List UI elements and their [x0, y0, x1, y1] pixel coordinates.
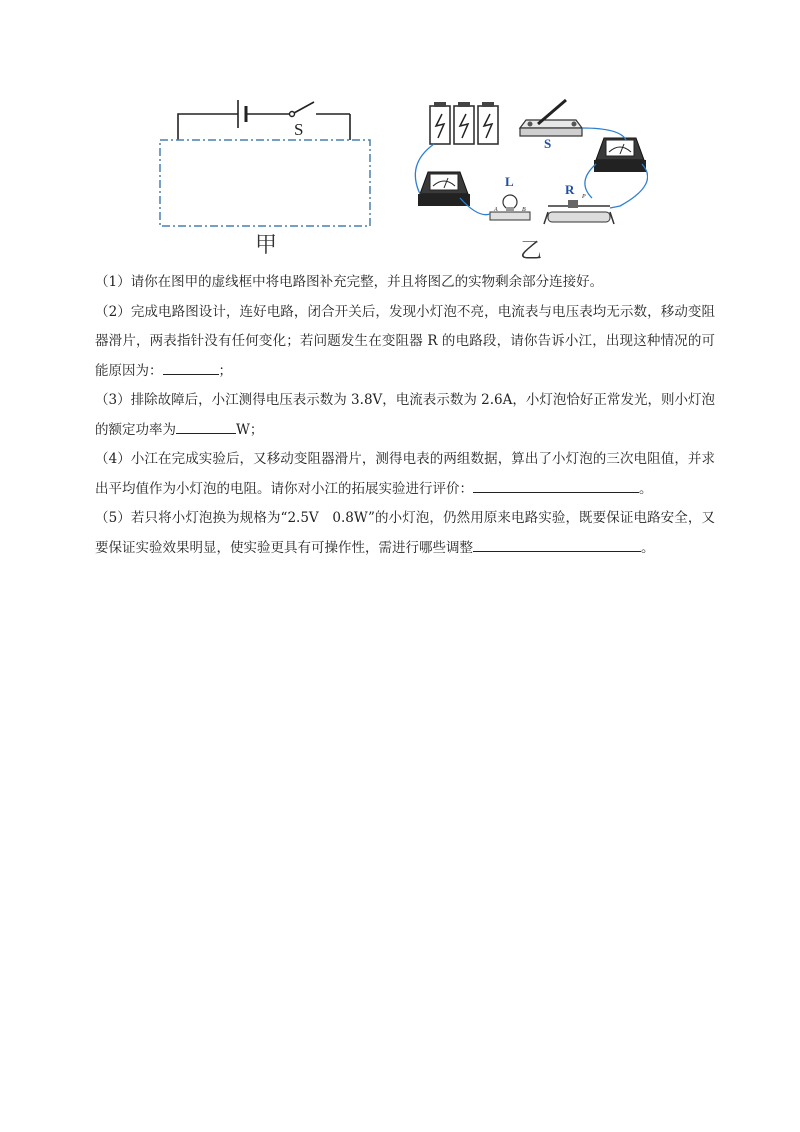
question-2-suffix: ； [218, 362, 232, 379]
rheostat-label: R [565, 182, 575, 197]
question-4 [95, 445, 715, 504]
question-1 [95, 268, 715, 298]
caption-jia: 甲 [255, 233, 278, 258]
question-4-suffix: 。 [639, 480, 653, 497]
answer-blank-3[interactable] [176, 419, 236, 434]
switch-label: S [294, 120, 304, 139]
terminal-p: P [582, 194, 586, 200]
question-2 [95, 298, 715, 387]
answer-blank-2[interactable] [163, 360, 219, 375]
switch-label: S [544, 136, 552, 151]
question-2-text: （2）完成电路图设计，连好电路，闭合开关后，发现小灯泡不亮，电流表与电压表均无示数，移动变阻器滑片，两表指针没有任何变化；若问题发生在变阻器 R 的电路段，请你告诉小江，出现这种情况的可能原因为： [95, 303, 715, 379]
answer-blank-5[interactable] [473, 537, 641, 552]
question-3-suffix: W； [236, 421, 264, 438]
question-3 [95, 386, 715, 445]
question-5-suffix: 。 [641, 539, 655, 556]
terminal-a: A [494, 207, 498, 213]
lamp-label: L [505, 174, 514, 189]
question-5-text: （5）若只将小灯泡换为规格为“2.5V 0.8W”的小灯泡，仍然用原来电路实验，既要保证电路安全，又要保证实验效果明显，使实验更具有可操作性，需进行哪些调整 [95, 510, 715, 556]
knife-switch [520, 100, 582, 136]
answer-blank-4[interactable] [473, 478, 639, 493]
switch-lever [294, 102, 314, 113]
battery-pack [430, 102, 498, 144]
question-1-text: （1）请你在图甲的虚线框中将电路图补充完整，并且将图乙的实物剩余部分连接好。 [95, 274, 604, 290]
caption-yi: 乙 [520, 239, 543, 264]
dashed-box [160, 140, 370, 226]
question-3-text: （3）排除故障后，小江测得电压表示数为 3.8V，电流表示数为 2.6A，小灯泡恰好正常发光，则小灯泡的额定功率为 [95, 392, 715, 438]
question-5 [95, 504, 715, 563]
question-list [95, 268, 715, 563]
question-4-text: （4）小江在完成实验后，又移动变阻器滑片，测得电表的两组数据，算出了小灯泡的三次电阻值，并求出平均值作为小灯泡的电阻。请你对小江的拓展实验进行评价： [95, 451, 715, 497]
meter-right [594, 138, 646, 172]
rheostat [544, 200, 614, 224]
terminal-b: B [522, 207, 526, 213]
